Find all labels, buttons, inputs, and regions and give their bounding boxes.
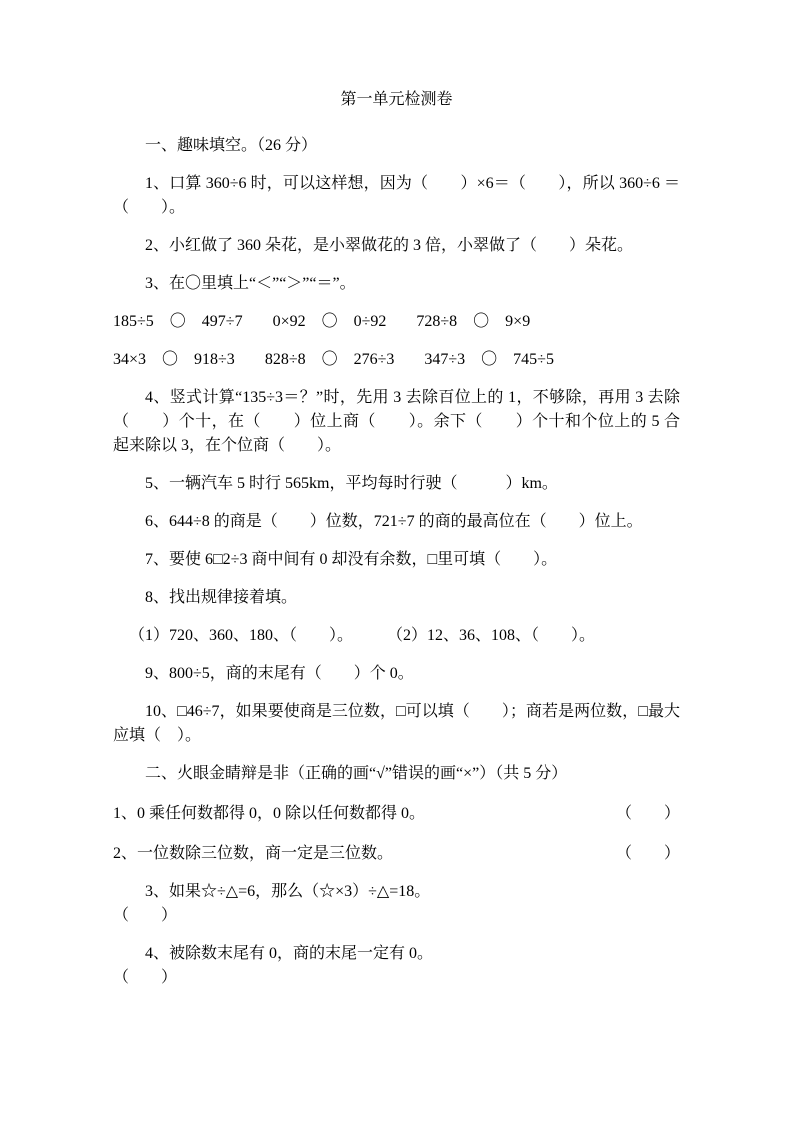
question-8: 8、找出规律接着填。	[145, 589, 298, 606]
tf-item-1	[113, 802, 680, 826]
comparison-cell-1c: 728÷8 〇 9×9	[416, 313, 531, 330]
question-9: 9、800÷5，商的末尾有（ ）个 0。	[145, 665, 414, 682]
question-4: 4、竖式计算“135÷3＝？”时，先用 3 去除百位上的 1，不够除，再用 3 去除（ ）个十，在（ ）位上商（ ）。余下（ ）个十和个位上的 5 合起来除以 3，在个位商（ ）。	[113, 389, 680, 454]
comparison-cell-2b: 828÷8 〇 276÷3	[264, 351, 395, 368]
tf-item-4-text: 4、被除数末尾有 0，商的末尾一定有 0。	[145, 945, 434, 962]
section-one-heading: 一、趣味填空。（26 分）	[145, 137, 318, 154]
tf-item-3-answer-blank: （ ）	[113, 907, 178, 924]
question-7: 7、要使 6□2÷3 商中间有 0 却没有余数，□里可填（ ）。	[145, 551, 558, 568]
section-two-heading: 二、火眼金睛辩是非（正确的画“√”错误的画“×”）（共 5 分）	[145, 765, 568, 782]
question-3: 3、在〇里填上“＜”“＞”“＝”。	[145, 275, 356, 292]
comparison-cell-1b: 0×92 〇 0÷92	[272, 313, 387, 330]
question-1: 1、口算 360÷6 时，可以这样想，因为（ ）×6＝（ ），所以 360÷6 ＝（ ）。	[113, 175, 680, 216]
comparison-row-2	[113, 348, 680, 372]
question-6: 6、644÷8 的商是（ ）位数，721÷7 的商的最高位在（ ）位上。	[145, 513, 643, 530]
comparison-cell-1a: 185÷5 〇 497÷7	[113, 313, 243, 330]
question-5: 5、一辆汽车 5 时行 565km，平均每时行驶（ ）km。	[145, 475, 558, 492]
question-8-sub-1: （1）720、360、180、（ ）。	[129, 627, 354, 644]
tf-item-1-text: 1、0 乘任何数都得 0，0 除以任何数都得 0。	[113, 805, 426, 822]
comparison-cell-2a: 34×3 〇 918÷3	[113, 351, 235, 368]
tf-item-4-answer-blank: （ ）	[113, 969, 178, 986]
tf-item-2-text: 2、一位数除三位数，商一定是三位数。	[113, 845, 394, 862]
tf-item-2	[113, 842, 680, 866]
tf-item-3-text: 3、如果☆÷△=6，那么（☆×3）÷△=18。	[145, 883, 431, 900]
comparison-cell-2c: 347÷3 〇 745÷5	[424, 351, 554, 368]
tf-item-2-answer-blank: （ ）	[615, 845, 680, 862]
question-2: 2、小红做了 360 朵花，是小翠做花的 3 倍，小翠做了（ ）朵花。	[145, 237, 634, 254]
page-title: 第一单元检测卷	[340, 91, 453, 108]
question-10: 10、□46÷7，如果要使商是三位数，□可以填（ ）；商若是两位数，□最大应填（ ）。	[113, 703, 680, 744]
question-8-subitems	[113, 624, 680, 648]
comparison-row-1	[113, 310, 680, 334]
tf-item-1-answer-blank: （ ）	[615, 805, 680, 822]
question-8-sub-2: （2）12、36、108、（ ）。	[387, 627, 596, 644]
